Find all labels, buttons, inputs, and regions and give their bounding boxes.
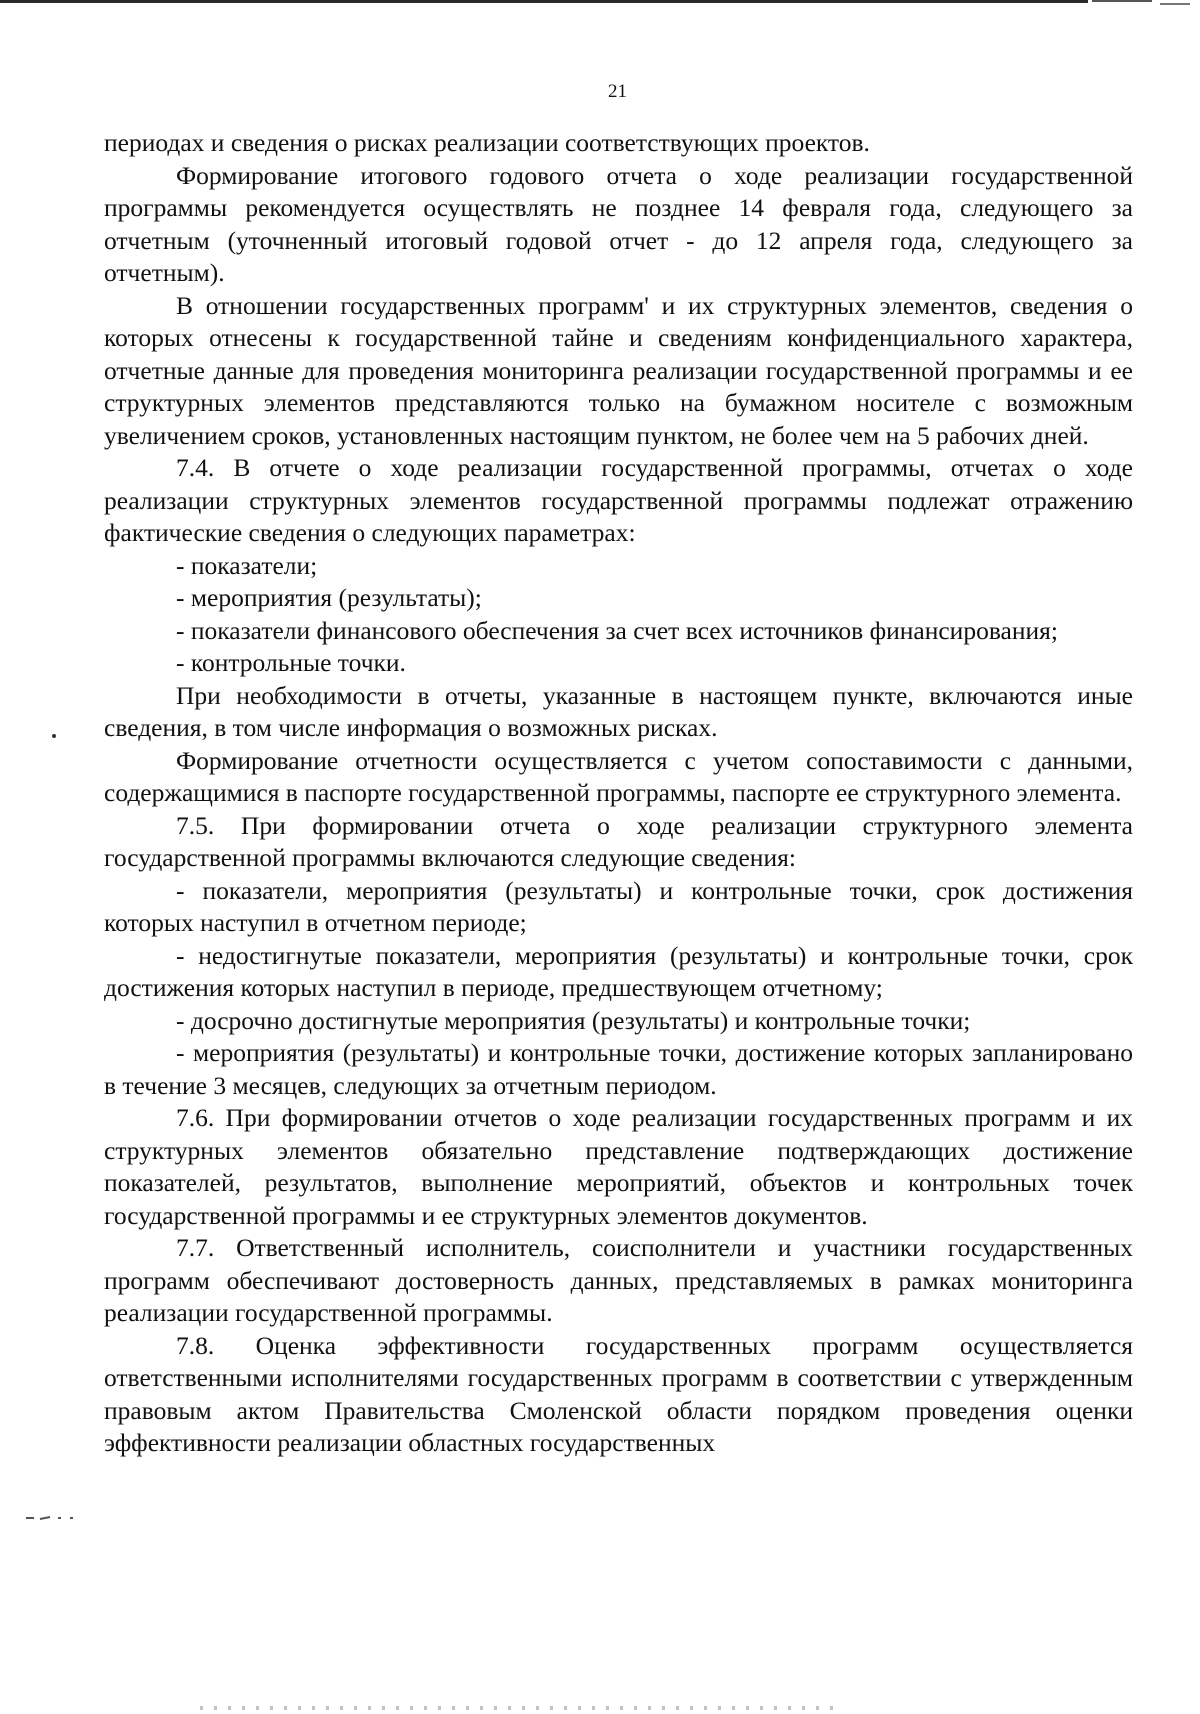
scan-dash-artifact (26, 1512, 86, 1522)
paragraph-7-7: 7.7. Ответственный исполнитель, соисполнители и участники государственных программ обеспечивают достоверность данных, представляемых в рамках мониторинга реализации государственной программы. (104, 1233, 1133, 1327)
paragraph-7-5: 7.5. При формировании отчета о ходе реализации структурного элемента государственной программы включаются следующие сведения: (104, 810, 1133, 872)
list-item-financial-indicators: - показатели финансового обеспечения за счет всех источников финансирования; (176, 615, 1058, 645)
list-item-measures: - мероприятия (результаты); (176, 583, 482, 612)
list-item-indicators: - показатели; (176, 550, 318, 580)
scan-top-edge-tail (1092, 0, 1152, 2)
list-item-control-points: - контрольные точки. (176, 648, 406, 677)
scan-bottom-noise (200, 1706, 840, 1710)
paragraph-annual-report: Формирование итогового годового отчета о ходе реализации государственной программы рекомендуется осуществлять не позднее 14 февраля года, следующего за отчетным (уточненный итоговый годовой отчет - до 12 апреля года, следующего за отчетным). (104, 160, 1133, 287)
list-item-not-reached: - недостигнутые показатели, мероприятия (результаты) и контрольные точки, срок достижения которых наступил в периоде, предшествующем отчетному; (104, 940, 1133, 1002)
paragraph-comparability: Формирование отчетности осуществляется с учетом сопоставимости с данными, содержащимися в паспорте государственной программы, паспорте ее структурного элемента. (104, 745, 1133, 807)
scan-top-edge (0, 0, 1088, 3)
paragraph-7-4: 7.4. В отчете о ходе реализации государственной программы, отчетах о ходе реализации структурных элементов государственной программы подлежат отражению фактические сведения о следующих параметрах: (104, 453, 1133, 547)
scan-dot-artifact (52, 734, 56, 738)
document-body (104, 127, 1133, 1460)
paragraph-7-6: 7.6. При формировании отчетов о ходе реализации государственных программ и их структурных элементов обязательно представление подтверждающих достижение показателей, результатов, выполнение мероприятий, объектов и контрольных точек государственной программы и ее структурных элементов документов. (104, 1103, 1133, 1230)
list-item-planned-3-months: - мероприятия (результаты) и контрольные точки, достижение которых запланировано в течение 3 месяцев, следующих за отчетным периодом. (104, 1038, 1133, 1100)
paragraph-state-secret: В отношении государственных программ' и их структурных элементов, сведения о которых отнесены к государственной тайне и сведениям конфиденциального характера, отчетные данные для проведения мониторинга реализации государственной программы и ее структурных элементов представляются только на бумажном носителе с возможным увеличением сроков, установленных настоящим пунктом, не более чем на 5 рабочих дней. (104, 290, 1133, 450)
list-item-reached-in-period: - показатели, мероприятия (результаты) и контрольные точки, срок достижения которых наступил в отчетном периоде; (104, 875, 1133, 937)
page-number: 21 (608, 81, 627, 102)
paragraph-continuation: периодах и сведения о рисках реализации соответствующих проектов. (104, 128, 870, 157)
list-item-early-reached: - досрочно достигнутые мероприятия (результаты) и контрольные точки; (176, 1005, 971, 1035)
paragraph-additional-info: При необходимости в отчеты, указанные в настоящем пункте, включаются иные сведения, в том числе информация о возможных рисках. (104, 680, 1133, 742)
paragraph-7-8: 7.8. Оценка эффективности государственных программ осуществляется ответственными исполнителями государственных программ в соответствии с утвержденным правовым актом Правительства Смоленской области порядком проведения оценки эффективности реализации областных государственных (104, 1330, 1133, 1457)
scan-top-right-mark (1160, 3, 1190, 5)
